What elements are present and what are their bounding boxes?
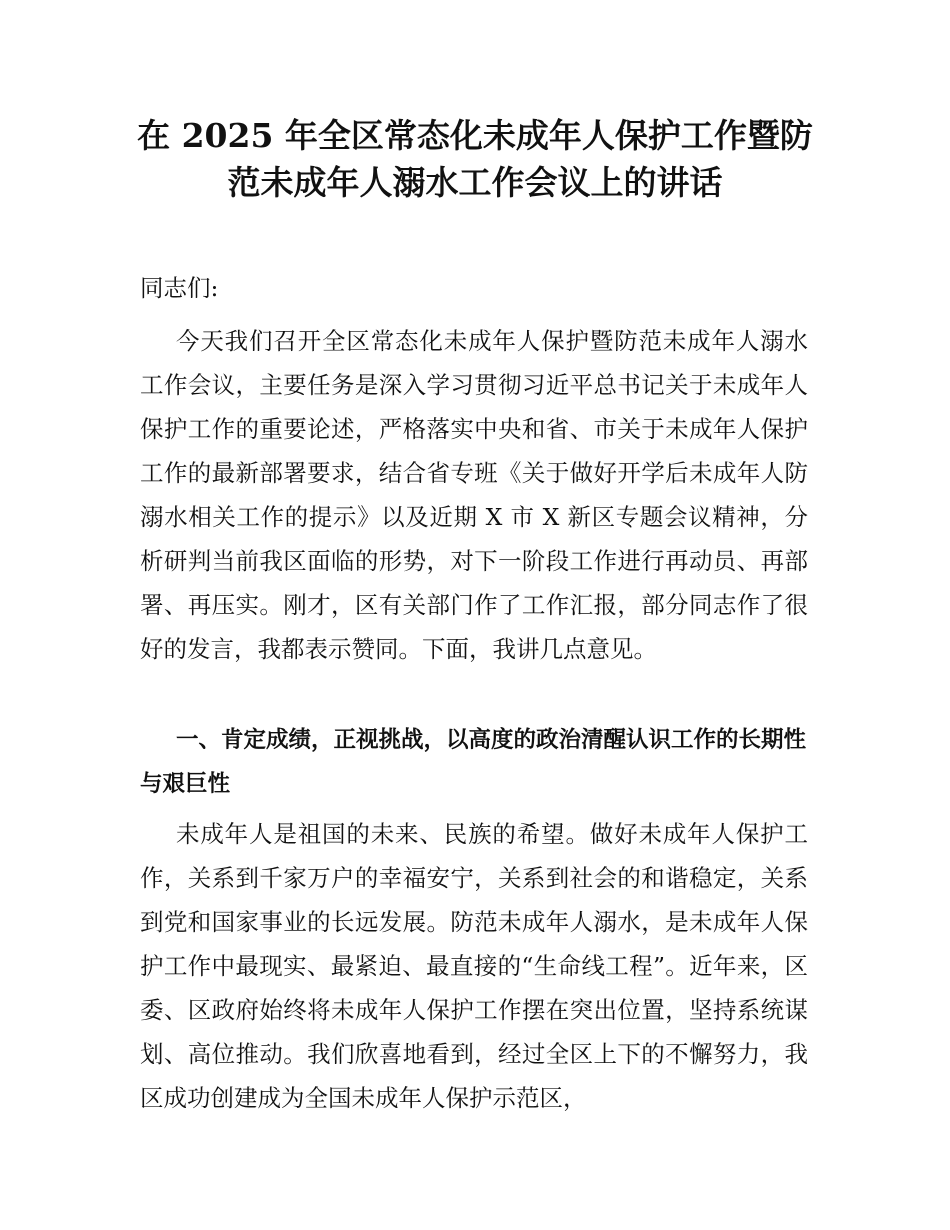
salutation: 同志们:	[140, 274, 219, 302]
paragraph-intro: 今天我们召开全区常态化未成年人保护暨防范未成年人溺水工作会议，主要任务是深入学习贯彻习近平总书记关于未成年人保护工作的重要论述，严格落实中央和省、市关于未成年人保护工作的最新部署要求，结合省专班《关于做好开学后未成年人防溺水相关工作的提示》以及近期 X 市 X 新区专题会议精神，分析研判当前我区面临的形势，对下一阶段工作进行再动员、再部署、再压实。刚才，区有关部门作了工作汇报，部分同志作了很好的发言，我都表示赞同。下面，我讲几点意见。	[140, 327, 808, 663]
paragraph-section-1: 未成年人是祖国的未来、民族的希望。做好未成年人保护工作，关系到千家万户的幸福安宁，关系到社会的和谐稳定，关系到党和国家事业的长远发展。防范未成年人溺水，是未成年人保护工作中最现实、最紧迫、最直接的“生命线工程”。近年来，区委、区政府始终将未成年人保护工作摆在突出位置，坚持系统谋划、高位推动。我们欣喜地看到，经过全区上下的不懈努力，我区成功创建成为全国未成年人保护示范区，	[140, 820, 808, 1112]
title-line-2: 范未成年人溺水工作会议上的讲话	[227, 163, 723, 202]
title-line-1: 在 2025 年全区常态化未成年人保护工作暨防	[137, 116, 813, 155]
document-title	[120, 112, 830, 206]
section-heading-1: 一、肯定成绩，正视挑战，以高度的政治清醒认识工作的长期性与艰巨性	[140, 727, 807, 797]
